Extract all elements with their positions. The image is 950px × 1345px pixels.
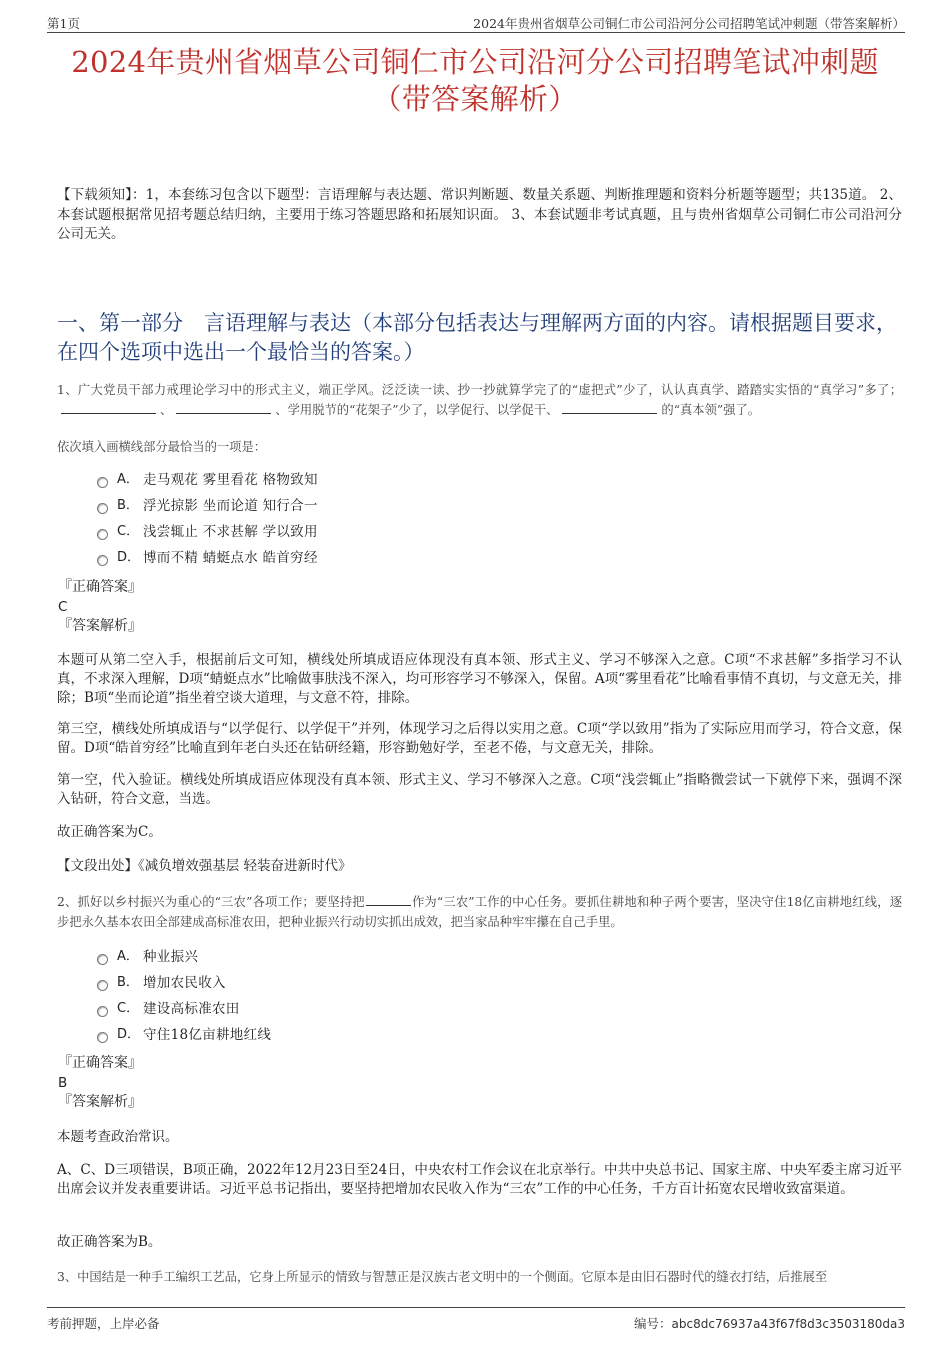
q1-analysis-p2: 第三空，横线处所填成语与“以学促行、以学促干”并列，体现学习之后得以实用之意。C项“学以致用”指为了实际应用而学习，符合文意，保留。D项“皓首穷经”比喻直到年老白头还在钻研经籍，形容勤勉好学，至老不倦，与文意无关，排除。: [57, 721, 902, 756]
radio-icon[interactable]: [97, 555, 108, 566]
title-line-2: （带答案解析）: [372, 82, 578, 116]
option-text: 浅尝辄止 不求甚解 学以致用: [143, 524, 318, 540]
section-title: 一、第一部分 言语理解与表达（本部分包括表达与理解两方面的内容。请根据题目要求，在四个选项中选出一个最恰当的答案。）: [57, 311, 897, 364]
option-text: 浮光掠影 坐而论道 知行合一: [143, 498, 318, 514]
q1-option-c[interactable]: [97, 519, 318, 545]
question-1-stem: [57, 380, 902, 420]
radio-icon[interactable]: [97, 1032, 108, 1043]
radio-icon[interactable]: [97, 503, 108, 514]
title-line-1: 2024年贵州省烟草公司铜仁市公司沿河分公司招聘笔试冲刺题: [71, 45, 879, 79]
option-text: 增加农民收入: [143, 975, 226, 991]
analysis-label: 『答案解析』: [58, 1094, 142, 1110]
q2-blank: [366, 892, 411, 906]
q2-analysis-p1: 本题考查政治常识。: [57, 1129, 179, 1145]
q1-blank-2: [176, 400, 271, 414]
option-text: 建设高标准农田: [143, 1001, 240, 1017]
option-text: 守住18亿亩耕地红线: [143, 1027, 272, 1043]
q2-option-c[interactable]: [97, 996, 271, 1022]
q1-stem-separator: 、: [160, 403, 173, 417]
q2-analysis-p2: A、C、D三项错误，B项正确，2022年12月23日至24日，中央农村工作会议在北京举行。中共中央总书记、国家主席、中央军委主席习近平出席会议并发表重要讲话。习近平总书记指出，要坚持把增加农民收入作为“三农”工作的中心任务，千方百计拓宽农民增收致富渠道。: [57, 1162, 902, 1197]
option-letter: B．: [117, 498, 139, 513]
q2-stem-part-b: 作为“三农”工作的中心任务。要抓住耕地和种子两个要害，坚决守住18亿亩耕地红线，逐步把永久基本农田全部建成高标准农田，把种业振兴行动切实抓出成效，把当家品种牢牢攥在自己手里。: [57, 895, 902, 929]
download-notice: 【下载须知】：1，本套练习包含以下题型：言语理解与表达题、常识判断题、数量关系题、判断推理题和资料分析题等题型；共135道。 2、本套试题根据常见招考题总结归纳，主要用于练习答题思路和拓展知识面。 3、本套试题非考试真题，且与贵州省烟草公司铜仁市公司沿河分公司无关。: [57, 187, 902, 242]
footer-code-label: 编号：: [634, 1316, 672, 1331]
option-text: 博而不精 蜻蜓点水 皓首穷经: [143, 550, 318, 566]
q2-option-d[interactable]: [97, 1022, 271, 1048]
radio-icon[interactable]: [97, 980, 108, 991]
q1-stem-part-a: 1、广大党员干部力戒理论学习中的形式主义，端正学风。泛泛读一读、抄一抄就算学完了的“虚把式”少了，认认真真学、踏踏实实悟的“真学习”多了；: [57, 383, 902, 397]
answer-key: C: [58, 598, 68, 615]
header-doc-title: 2024年贵州省烟草公司铜仁市公司沿河分公司招聘笔试冲刺题（带答案解析）: [473, 16, 905, 31]
q1-source: 【文段出处】《减负增效强基层 轻装奋进新时代》: [57, 858, 352, 874]
q1-blank-1: [61, 400, 156, 414]
question-3-stem: 3、中国结是一种手工编织工艺品，它身上所显示的情致与智慧正是汉族古老文明中的一个侧面。它原本是由旧石器时代的缝衣打结，后推展至: [57, 1270, 828, 1284]
page-title: [40, 44, 910, 118]
q1-options: [97, 467, 318, 571]
q1-conclusion: 故正确答案为C。: [57, 824, 162, 840]
option-letter: D．: [117, 1027, 141, 1042]
option-text: 种业振兴: [143, 949, 199, 965]
q1-prompt: 依次填入画横线部分最恰当的一项是：: [57, 440, 267, 454]
q1-analysis-p1: 本题可从第二空入手，根据前后文可知，横线处所填成语应体现没有真本领、形式主义、学习不够深入之意。C项“不求甚解”多指学习不认真，不求深入理解，D项“蜻蜓点水”比喻做事肤浅不深入，均可形容学习不够深入，保留。A项“雾里看花”比喻看事情不真切，与文意无关，排除；B项“坐而论道”指坐着空谈大道理，与文意不符，排除。: [57, 652, 902, 706]
q1-blank-3: [562, 400, 657, 414]
q1-stem-part-b: 、学用脱节的“花架子”少了，以学促行、以学促干、: [275, 403, 559, 417]
q1-answer-block: [58, 578, 142, 637]
option-letter: C．: [117, 1001, 140, 1016]
page-header: [47, 12, 905, 33]
q1-stem-part-c: 的“真本领”强了。: [661, 403, 761, 417]
q2-answer-block: [58, 1054, 142, 1113]
option-letter: D．: [117, 550, 141, 565]
page-number: 第1页: [47, 16, 80, 31]
option-letter: C．: [117, 524, 140, 539]
q2-stem-part-a: 2、抓好以乡村振兴为重心的“三农”各项工作；要坚持把: [57, 895, 365, 909]
radio-icon[interactable]: [97, 477, 108, 488]
page-footer: [47, 1307, 905, 1332]
option-text: 走马观花 雾里看花 格物致知: [143, 472, 318, 488]
q2-option-a[interactable]: [97, 944, 271, 970]
option-letter: A．: [117, 949, 139, 964]
answer-label: 『正确答案』: [58, 579, 142, 595]
option-letter: B．: [117, 975, 139, 990]
q1-analysis-p3: 第一空，代入验证。横线处所填成语应体现没有真本领、形式主义、学习不够深入之意。C项“浅尝辄止”指略微尝试一下就停下来，强调不深入钻研，符合文意，当选。: [57, 772, 902, 807]
question-2-stem: [57, 892, 902, 932]
footer-code-value: abc8dc76937a43f67f8d3c3503180da3: [671, 1317, 905, 1331]
q1-option-a[interactable]: [97, 467, 318, 493]
option-letter: A．: [117, 472, 139, 487]
answer-label: 『正确答案』: [58, 1055, 142, 1071]
answer-key: B: [58, 1074, 68, 1091]
footer-code: [634, 1314, 905, 1332]
q2-conclusion: 故正确答案为B。: [57, 1234, 162, 1250]
footer-slogan: 考前押题，上岸必备: [47, 1316, 160, 1331]
radio-icon[interactable]: [97, 1006, 108, 1017]
q2-options: [97, 944, 271, 1048]
radio-icon[interactable]: [97, 954, 108, 965]
analysis-label: 『答案解析』: [58, 618, 142, 634]
q1-option-d[interactable]: [97, 545, 318, 571]
q1-option-b[interactable]: [97, 493, 318, 519]
q2-option-b[interactable]: [97, 970, 271, 996]
radio-icon[interactable]: [97, 529, 108, 540]
